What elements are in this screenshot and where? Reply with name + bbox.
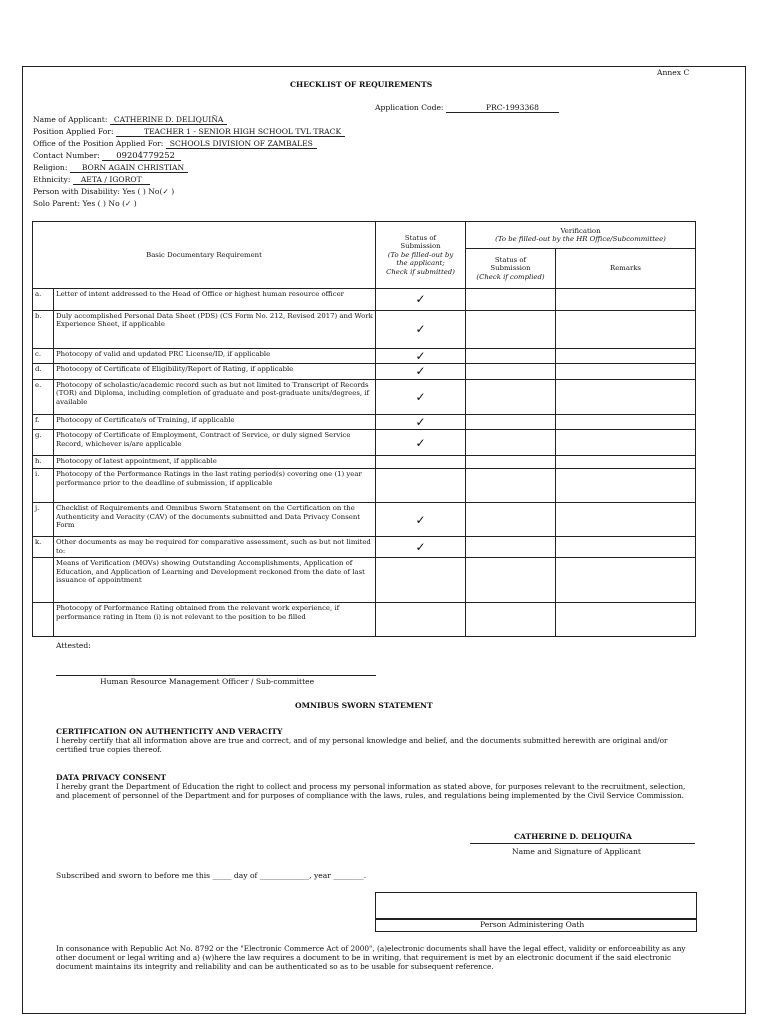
requirement-letter: k. [33,537,54,558]
header-vs-line3: (Check if complied) [476,272,545,281]
applicant-name-label: Name of Applicant: [33,115,108,124]
hrmo-signature-line [56,675,376,676]
verification-status-cell [466,430,556,456]
requirement-text: Photocopy of scholastic/academic record such as but not limited to Transcript of Records (TOR) and Diploma, including completion of graduate and post-graduate units/degrees, if available [54,379,376,414]
contact-label: Contact Number: [33,151,100,160]
requirements-table [32,221,696,637]
religion-label: Religion: [33,163,68,172]
contact-row [33,151,181,161]
applicant-name-value: CATHERINE D. DELIQUIÑA [110,115,228,125]
position-value: TEACHER 1 - SENIOR HIGH SCHOOL TVL TRACK [116,127,345,137]
requirement-row [33,503,696,537]
requirement-text: Photocopy of Certificate of Employment, Contract of Service, or duly signed Service Record, whichever is/are applicable [54,430,376,456]
application-code-value: PRC-1993368 [446,103,559,113]
requirement-row [33,558,696,603]
requirement-text: Other documents as may be required for comparative assessment, such as but not limited to: [54,537,376,558]
header-vs-line2: Submission [490,264,531,273]
attested-label: Attested: [56,641,91,650]
requirement-text: Photocopy of valid and updated PRC License/ID, if applicable [54,349,376,364]
submission-status-cell [376,537,466,558]
sworn-line: Subscribed and sworn to before me this _____ day of _____________, year ________. [56,871,367,880]
annex-label: Annex C [657,68,690,77]
remarks-cell [556,456,696,469]
applicant-name-row [33,115,227,125]
submission-status-cell [376,430,466,456]
requirement-text: Photocopy of Certificate/s of Training, if applicable [54,414,376,429]
signer-label: Name and Signature of Applicant [512,847,641,856]
requirement-text: Checklist of Requirements and Omnibus Sworn Statement on the Certification on the Authenticity and Veracity (CAV) of the documents submitted and Data Privacy Consent Form [54,503,376,537]
verification-status-cell [466,349,556,364]
check-mark-icon: ✓ [415,292,426,307]
religion-value: BORN AGAIN CHRISTIAN [70,163,188,173]
dpc-text: I hereby grant the Department of Education the right to collect and process my personal information as stated above, for purposes relevant to the recruitment, selection, and placement of personnel of the Department and for purposes of compliance with the laws, rules, and regulations being implemented by the Civil Service Commission. [56,782,686,801]
oath-label: Person Administering Oath [480,920,585,929]
oath-signature-box [375,892,697,920]
requirement-letter: g. [33,430,54,456]
ethnicity-value: AETA / IGOROT [73,175,150,185]
submission-status-cell [376,349,466,364]
requirement-letter: a. [33,289,54,311]
header-status-line2: Submission [400,242,441,251]
remarks-cell [556,379,696,414]
verification-status-cell [466,537,556,558]
submission-status-cell [376,364,466,379]
submission-status-cell [376,603,466,637]
requirement-row [33,603,696,637]
verification-status-cell [466,456,556,469]
verification-status-cell [466,364,556,379]
ethnicity-row [33,175,150,185]
requirement-text: Photocopy of the Performance Ratings in the last rating period(s) covering one (1) year performance prior to the deadline of submission, if applicable [54,469,376,503]
check-mark-icon: ✓ [415,322,426,337]
submission-status-cell [376,503,466,537]
verification-status-cell [466,289,556,311]
requirement-row [33,430,696,456]
cav-text: I hereby certify that all information above are true and correct, and of my personal knowledge and belief, and the documents submitted herewith are original and/or certified true copies thereof. [56,736,668,755]
requirement-text: Photocopy of Performance Rating obtained from the relevant work experience, if performance rating in Item (i) is not relevant to the position to be filled [54,603,376,637]
check-mark-icon: ✓ [415,389,426,404]
office-row [33,139,317,149]
check-mark-icon: ✓ [415,364,426,379]
header-remarks: Remarks [556,249,696,289]
requirement-row [33,537,696,558]
requirement-letter: c. [33,349,54,364]
header-vs-line1: Status of [494,255,527,264]
pwd-row: Person with Disability: Yes ( ) No(✓ ) [33,187,175,196]
position-label: Position Applied For: [33,127,114,136]
submission-status-cell [376,456,466,469]
requirement-letter: f. [33,414,54,429]
ethnicity-label: Ethnicity: [33,175,71,184]
footer-text: In consonance with Republic Act No. 8792 or the "Electronic Commerce Act of 2000", (a)electronic documents shall have the legal effect, validity or enforceability as any other document or legal writing and a) (w)here the law requires a document to be in writing, that requirement is met by an electronic document if the said electronic document maintains its integrity and reliability and can be authenticated so as to be usable for subsequent reference. [56,944,686,972]
check-mark-icon: ✓ [415,349,426,363]
header-status-line3: (To be filled-out by [387,250,454,259]
header-verification-title: Verification [560,226,601,235]
remarks-cell [556,603,696,637]
submission-status-cell [376,379,466,414]
remarks-cell [556,430,696,456]
requirement-row [33,349,696,364]
check-mark-icon: ✓ [415,512,426,527]
requirement-letter: h. [33,456,54,469]
cav-title: CERTIFICATION ON AUTHENTICITY AND VERACITY [56,727,283,736]
header-status-line5: Check if submitted) [386,267,455,276]
hrmo-label: Human Resource Management Officer / Sub-committee [100,677,315,686]
submission-status-cell [376,414,466,429]
remarks-cell [556,311,696,349]
submission-status-cell [376,289,466,311]
verification-status-cell [466,311,556,349]
submission-status-cell [376,558,466,603]
check-mark-icon: ✓ [415,414,426,429]
header-status-line4: the applicant; [396,259,445,268]
verification-status-cell [466,503,556,537]
office-value: SCHOOLS DIVISION OF ZAMBALES [166,139,317,149]
verification-status-cell [466,603,556,637]
requirement-text: Letter of intent addressed to the Head of Office or highest human resource officer [54,289,376,311]
requirement-letter: b. [33,311,54,349]
contact-value: 09204779252 [102,151,181,161]
remarks-cell [556,289,696,311]
requirement-row [33,379,696,414]
verification-status-cell [466,558,556,603]
solo-parent-row: Solo Parent: Yes ( ) No (✓ ) [33,199,137,208]
religion-row [33,163,188,173]
header-requirement: Basic Documentary Requirement [33,222,376,289]
requirement-letter [33,558,54,603]
remarks-cell [556,469,696,503]
header-verification-note: (To be filled-out by the HR Office/Subcommittee) [495,235,666,243]
signer-name: CATHERINE D. DELIQUIÑA [514,832,632,841]
requirement-text: Photocopy of Certificate of Eligibility/Report of Rating, if applicable [54,364,376,379]
remarks-cell [556,558,696,603]
document-title: CHECKLIST OF REQUIREMENTS [290,80,433,89]
requirement-row [33,456,696,469]
submission-status-cell [376,311,466,349]
requirement-letter: d. [33,364,54,379]
header-status [376,222,466,289]
remarks-cell [556,537,696,558]
verification-status-cell [466,414,556,429]
requirement-row [33,414,696,429]
dpc-title: DATA PRIVACY CONSENT [56,773,167,782]
check-mark-icon: ✓ [415,540,426,555]
office-label: Office of the Position Applied For: [33,139,164,148]
requirement-row [33,364,696,379]
requirement-row [33,469,696,503]
remarks-cell [556,414,696,429]
requirement-text: Photocopy of latest appointment, if applicable [54,456,376,469]
check-mark-icon: ✓ [415,435,426,450]
requirement-letter [33,603,54,637]
requirement-text: Means of Verification (MOVs) showing Outstanding Accomplishments, Application of Education, and Application of Learning and Development reckoned from the date of last issuance of appointment [54,558,376,603]
requirement-row [33,311,696,349]
applicant-signature-line [470,843,695,844]
header-verif-status [466,249,556,289]
requirement-row [33,289,696,311]
requirement-text: Duly accomplished Personal Data Sheet (PDS) (CS Form No. 212, Revised 2017) and Work Experience Sheet, if applicable [54,311,376,349]
position-row [33,127,345,137]
omnibus-title: OMNIBUS SWORN STATEMENT [295,701,433,710]
remarks-cell [556,364,696,379]
remarks-cell [556,503,696,537]
remarks-cell [556,349,696,364]
requirement-letter: j. [33,503,54,537]
submission-status-cell [376,469,466,503]
requirement-letter: i. [33,469,54,503]
verification-status-cell [466,379,556,414]
header-status-line1: Status of [404,233,437,242]
application-code-label: Application Code: [375,103,444,112]
header-verification [466,222,696,249]
application-code-row [375,103,559,113]
requirement-letter: e. [33,379,54,414]
verification-status-cell [466,469,556,503]
